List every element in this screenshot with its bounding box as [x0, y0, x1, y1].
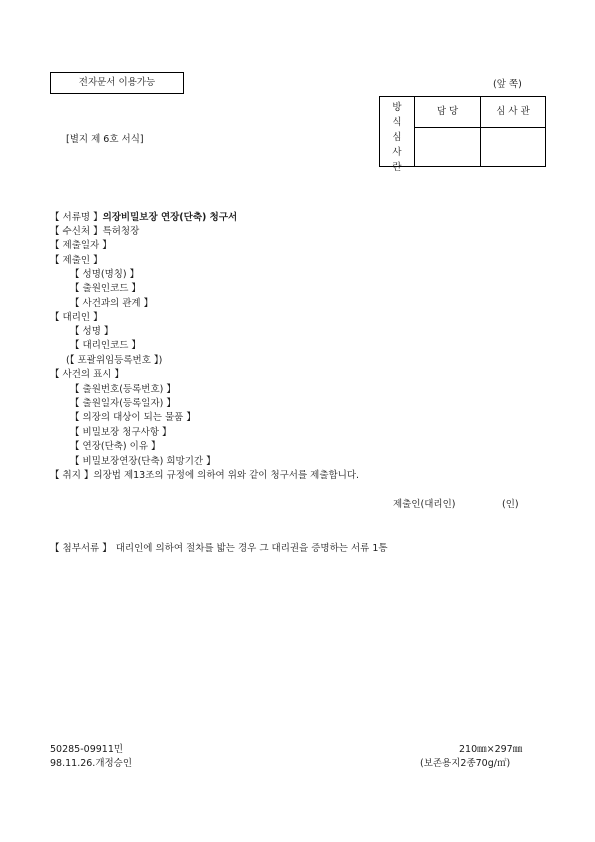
- applicant-code-field[interactable]: 【 출원인코드 】: [70, 283, 141, 294]
- form-number: [별지 제 6호 서식]: [66, 134, 144, 145]
- secrecy-item-field[interactable]: 【 비밀보장 청구사항 】: [70, 427, 172, 438]
- recipient-row: [50, 225, 139, 238]
- in-charge-sign-cell[interactable]: [415, 128, 480, 166]
- submitter-label: 【 제출인 】: [50, 255, 103, 266]
- agent-name-field[interactable]: 【 성명 】: [70, 326, 114, 337]
- purpose-label: 【 취지 】: [50, 470, 94, 481]
- design-article-field[interactable]: 【 의장의 대상이 되는 물품 】: [70, 412, 196, 423]
- doc-name-label: 【 서류명 】: [50, 212, 103, 223]
- attachments-value: 대리인에 의하여 절차를 밟는 경우 그 대리권을 증명하는 서류 1통: [115, 543, 388, 554]
- footer-size: 210㎜×297㎜: [459, 744, 523, 755]
- submit-date-field[interactable]: 【 제출일자 】: [50, 240, 112, 251]
- col-examiner-header: 심 사 관: [496, 106, 530, 117]
- recipient-value: 특허청장: [102, 226, 140, 237]
- desired-period-field[interactable]: 【 비밀보장연장(단축) 희망기간 】: [70, 456, 216, 467]
- purpose-row: [50, 469, 359, 482]
- purpose-value: 의장법 제13조의 규정에 의하여 위와 같이 청구서를 제출합니다.: [93, 470, 360, 481]
- agent-code-field[interactable]: 【 대리인코드 】: [70, 340, 141, 351]
- col-in-charge-header: 담 당: [436, 106, 459, 117]
- footer-code: 50285-09911민: [50, 744, 124, 755]
- extension-reason-field[interactable]: 【 연장(단축) 이유 】: [70, 441, 161, 452]
- page-side-label: (앞 쪽): [493, 79, 522, 90]
- signature-submitter: 제출인(대리인): [393, 499, 456, 510]
- review-box-title: 방 식 심 사 란: [392, 102, 402, 173]
- agent-label: 【 대리인 】: [50, 312, 103, 323]
- examiner-sign-cell[interactable]: [481, 128, 545, 166]
- footer-approval: 98.11.26.개정승인: [50, 758, 133, 769]
- doc-name-row: [50, 211, 237, 224]
- submitter-name-field[interactable]: 【 성명(명칭) 】: [70, 269, 140, 280]
- electronic-document-badge: 전자문서 이용가능: [50, 72, 184, 94]
- review-box: [379, 96, 546, 173]
- attachments-row: [50, 542, 388, 555]
- recipient-label: 【 수신처 】: [50, 226, 103, 237]
- doc-name-value: 의장비밀보장 연장(단축) 청구서: [102, 212, 238, 223]
- case-label: 【 사건의 표시 】: [50, 369, 124, 380]
- footer-paper: (보존용지2종70g/㎡): [420, 758, 511, 769]
- attachments-label: 【 첨부서류 】: [50, 543, 112, 554]
- application-date-field[interactable]: 【 출원일자(등록일자) 】: [70, 398, 176, 409]
- power-registration-field[interactable]: (【 포괄위임등록번호 】): [66, 355, 163, 366]
- signature-seal: (인): [502, 499, 519, 510]
- relation-field[interactable]: 【 사건과의 관계 】: [70, 298, 154, 309]
- application-number-field[interactable]: 【 출원번호(등록번호) 】: [70, 384, 176, 395]
